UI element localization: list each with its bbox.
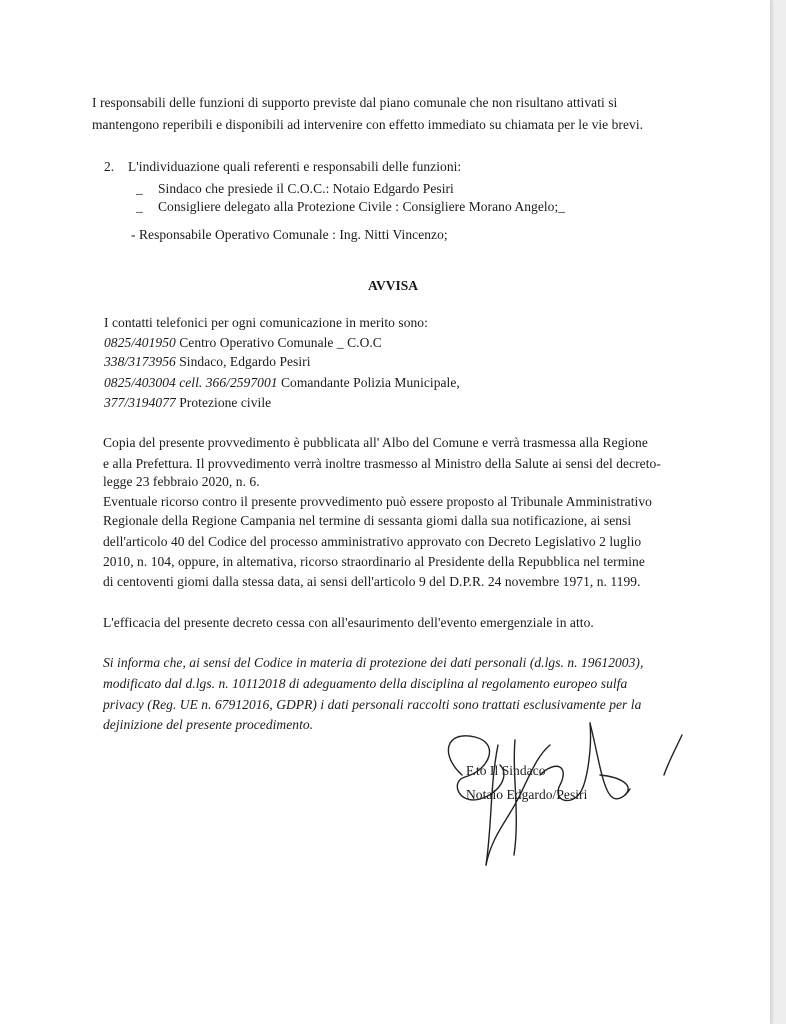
contact-number: 0825/403004 cell. 366/2597001	[104, 375, 278, 390]
item2-sub2: Consigliere delegato alla Protezione Civile : Consigliere Morano Angelo;_	[158, 199, 566, 214]
copia-line-4: Eventuale ricorso contro il presente provvedimento può essere proposto al Tribunale Amministrativo	[103, 494, 652, 509]
contact-label: Sindaco, Edgardo Pesiri	[175, 354, 311, 369]
efficacia-paragraph: L'efficacia del presente decreto cessa con all'esaurimento dell'evento emergenziale in atto.	[103, 615, 594, 630]
copia-line-1: Copia del presente provvedimento è pubblicata all' Albo del Comune e verrà trasmessa alla Regione	[103, 435, 648, 450]
item2-sub1: Sindaco che presiede il C.O.C.: Notaio Edgardo Pesiri	[158, 181, 454, 196]
privacy-line-3: privacy (Reg. UE n. 67912016, GDPR) i dati personali raccolti sono trattati esclusivamente per la	[103, 697, 642, 712]
copia-line-7: 2010, n. 104, oppure, in altemativa, ricorso straordinario al Presidente della Repubblica nel termine	[103, 554, 645, 569]
copia-line-3: legge 23 febbraio 2020, n. 6.	[103, 474, 260, 489]
privacy-line-4: dejinizione del presente procedimento.	[103, 717, 314, 732]
signature-name: Notaio Edgardo/Pesiri	[466, 787, 588, 802]
copia-line-2: e alla Prefettura. Il provvedimento verrà inoltre trasmesso al Ministro della Salute ai sensi del decreto-	[103, 456, 661, 471]
item2-heading: L'individuazione quali referenti e responsabili delle funzioni:	[128, 159, 462, 174]
contact-number: 0825/401950	[104, 335, 176, 350]
contact-row	[104, 353, 311, 370]
contact-label: Centro Operativo Comunale _ C.O.C	[175, 335, 382, 350]
item2-sub1-bullet: _	[136, 181, 143, 196]
contact-number: 338/3173956	[104, 354, 176, 369]
privacy-line-1: Si informa che, ai sensi del Codice in materia di protezione dei dati personali (d.lgs. n. 19612003),	[103, 655, 644, 670]
contact-row	[104, 394, 271, 411]
copia-line-8: di centoventi giomi dalla stessa data, ai sensi dell'articolo 9 del D.P.R. 24 novembre 1971, n. 1199.	[103, 574, 641, 589]
contact-row	[104, 334, 382, 351]
signature-title: F.to Il Sindaco	[466, 763, 546, 778]
contact-label: Comandante Polizia Municipale,	[277, 375, 460, 390]
contact-number: 377/3194077	[104, 395, 176, 410]
contact-row	[104, 374, 460, 391]
item2-number: 2.	[104, 159, 115, 174]
handwritten-signature	[420, 715, 720, 885]
copia-line-6: dell'articolo 40 del Codice del processo amministrativo approvato con Decreto Legislativo 2 luglio	[103, 534, 642, 549]
avvisa-heading: AVVISA	[367, 278, 419, 293]
contact-label: Protezione civile	[175, 395, 272, 410]
intro-line-2: mantengono reperibili e disponibili ad intervenire con effetto immediato su chiamata per le vie brevi.	[92, 117, 644, 132]
contacts-intro: I contatti telefonici per ogni comunicazione in merito sono:	[104, 315, 428, 330]
item2-sub3: - Responsabile Operativo Comunale : Ing. Nitti Vincenzo;	[131, 227, 448, 242]
copia-line-5: Regionale della Regione Campania nel termine di sessanta giomi dalla sua notificazione, ai sensi	[103, 513, 632, 528]
intro-line-1: I responsabili delle funzioni di supporto previste dal piano comunale che non risultano attivati si	[92, 95, 618, 110]
privacy-line-2: modificato dal d.lgs. n. 10112018 di adeguamento della disciplina al regolamento europeo sulfa	[103, 676, 628, 691]
item2-sub2-bullet: _	[136, 199, 143, 214]
